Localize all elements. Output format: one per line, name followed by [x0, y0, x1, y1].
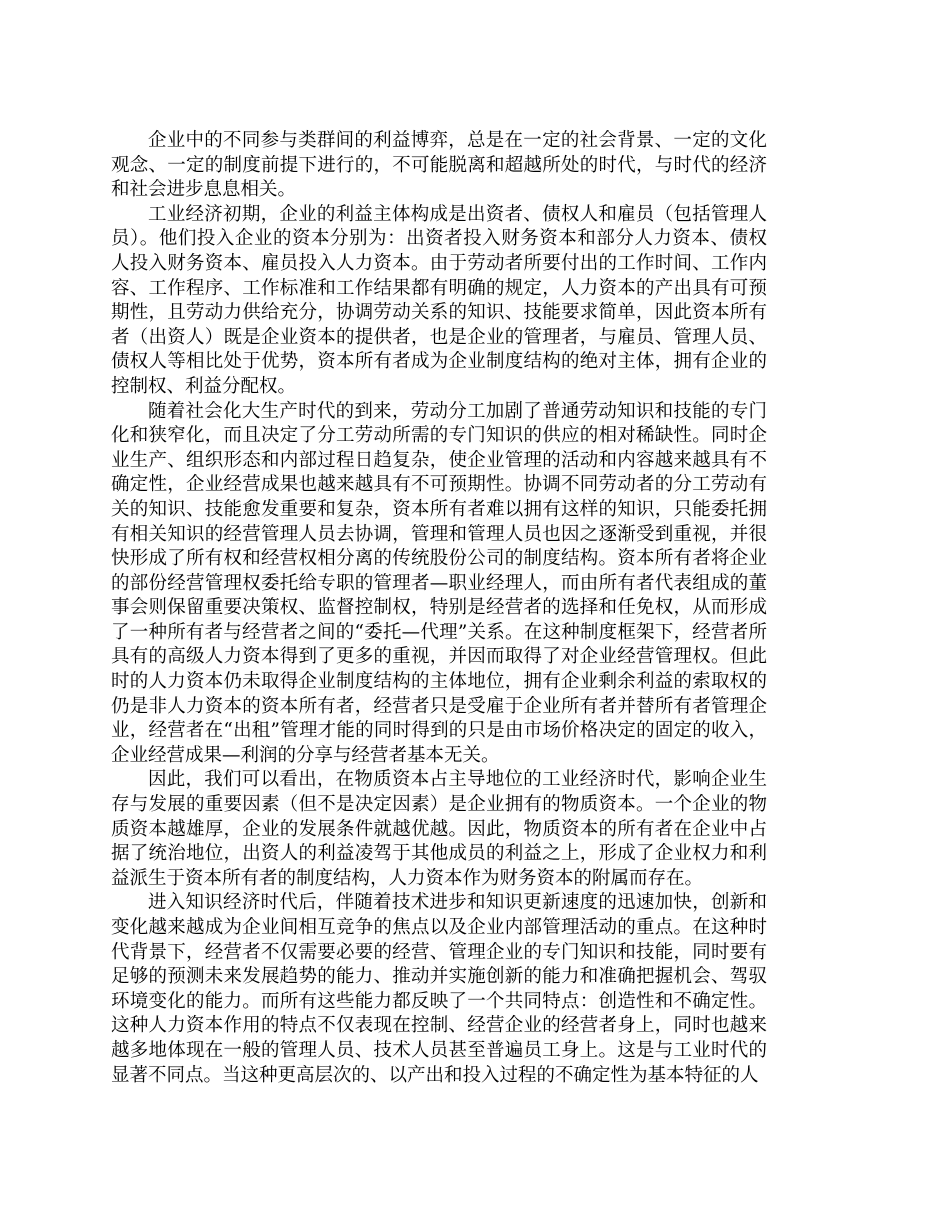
paragraph-material-capital: 因此，我们可以看出，在物质资本占主导地位的工业经济时代，影响企业生存与发展的重要因素（但不是决定因素）是企业拥有的物质资本。一个企业的物质资本越雄厚，企业的发展条件就越优越。因此，物质资本的所有者在企业中占据了统治地位，出资人的利益凌驾于其他成员的利益之上，形成了企业权力和利益派生于资本所有者的制度结构，人力资本作为财务资本的附属而存在。 — [111, 769, 767, 889]
document-body — [111, 129, 767, 1088]
paragraph-knowledge-economy: 进入知识经济时代后，伴随着技术进步和知识更新速度的迅速加快，创新和变化越来越成为企业间相互竞争的焦点以及企业内部管理活动的重点。在这种时代背景下，经营者不仅需要必要的经营、管理企业的专门知识和技能，同时要有足够的预测未来发展趋势的能力、推动并实施创新的能力和准确把握机会、驾驭环境变化的能力。而所有这些能力都反映了一个共同特点：创造性和不确定性。这种人力资本作用的特点不仅表现在控制、经营企业的经营者身上，同时也越来越多地体现在一般的管理人员、技术人员甚至普遍员工身上。这是与工业时代的显著不同点。当这种更高层次的、以产出和投入过程的不确定性为基本特征的人 — [111, 892, 767, 1086]
paragraph-socialized-production: 随着社会化大生产时代的到来，劳动分工加剧了普通劳动知识和技能的专门化和狭窄化，而且决定了分工劳动所需的专门知识的供应的相对稀缺性。同时企业生产、组织形态和内部过程日趋复杂，使企业管理的活动和内容越来越具有不确定性，企业经营成果也越来越具有不可预期性。协调不同劳动者的分工劳动有关的知识、技能愈发重要和复杂，资本所有者难以拥有这样的知识，只能委托拥有相关知识的经营管理人员去协调，管理和管理人员也因之逐渐受到重视，并很快形成了所有权和经营权相分离的传统股份公司的制度结构。资本所有者将企业的部份经营管理权委托给专职的管理者—职业经理人，而由所有者代表组成的董事会则保留重要决策权、监督控制权，特别是经营者的选择和任免权，从而形成了一种所有者与经营者之间的“委托—代理”关系。在这种制度框架下，经营者所具有的高级人力资本得到了更多的重视，并因而取得了对企业经营管理权。但此时的人力资本仍未取得企业制度结构的主体地位，拥有企业剩余利益的索取权的仍是非人力资本的资本所有者，经营者只是受雇于企业所有者并替所有者管理企业，经营者在“出租”管理才能的同时得到的只是由市场价格决定的固定的收入，企业经营成果—利润的分享与经营者基本无关。 — [111, 400, 767, 766]
paragraph-early-industrial: 工业经济初期，企业的利益主体构成是出资者、债权人和雇员（包括管理人员）。他们投入企业的资本分别为：出资者投入财务资本和部分人力资本、债权人投入财务资本、雇员投入人力资本。由于劳动者所要付出的工作时间、工作内容、工作程序、工作标准和工作结果都有明确的规定，人力资本的产出具有可预期性，且劳动力供给充分，协调劳动关系的知识、技能要求简单，因此资本所有者（出资人）既是企业资本的提供者，也是企业的管理者，与雇员、管理人员、债权人等相比处于优势，资本所有者成为企业制度结构的绝对主体，拥有企业的控制权、利益分配权。 — [111, 203, 767, 397]
paragraph-intro: 企业中的不同参与类群间的利益博弈，总是在一定的社会背景、一定的文化观念、一定的制度前提下进行的，不可能脱离和超越所处的时代，与时代的经济和社会进步息息相关。 — [111, 130, 767, 201]
